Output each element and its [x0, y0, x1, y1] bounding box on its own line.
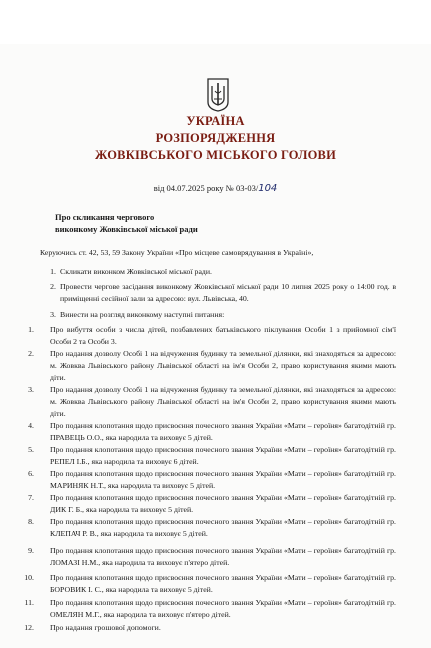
legal-basis: Керуючись ст. 42, 53, 59 Закону України «Про місцеве самоврядування в Україні», — [40, 248, 314, 257]
items-item-text: Провести чергове засідання виконкому Жовківської міської ради 10 липня 2025 року о 14:00 год. в приміщенні сесійної зали за адресою: вул. Львівська, 40. — [60, 282, 396, 304]
agenda-item-text: Про подання клопотання щодо присвоєння почесного звання України «Мати – героїня» багатодітній гр. БОРОВИК І. С., яка народила та виховує 5 дітей. — [50, 573, 396, 595]
date-number: від 04.07.2025 року № 03-03/ — [153, 183, 259, 193]
items-item-text: Винести на розгляд виконкому наступні питання: — [60, 310, 225, 319]
agenda-item-text: Про подання клопотання щодо присвоєння почесного звання України «Мати – героїня» багатодітній гр. ДИК Г. Б., яка народила та виховує 5 дітей. — [50, 493, 396, 515]
agenda-item-number: 11. — [24, 598, 34, 607]
agenda-item-text: Про надання дозволу Особі 1 на відчуження будинку та земельної ділянки, які знаходяться за адресою: м. Жовква Львівського району Львівської області на ім'я Особи 2, право користування якими мають діти. — [50, 385, 396, 419]
agenda-item-number: 1. — [28, 325, 34, 334]
agenda-item-text: Про вибуття особи з числа дітей, позбавлених батьківського піклування Особи 1 з прийомної сім'ї Особи 2 та Особи 3. — [50, 325, 396, 347]
document-type-heading: РОЗПОРЯДЖЕННЯ — [155, 131, 276, 145]
agenda-item-number: 4. — [28, 421, 34, 430]
agenda-item-number: 3. — [28, 385, 34, 394]
agenda-item-text: Про подання клопотання щодо присвоєння почесного звання України «Мати – героїня» багатодітній гр. ЛОМАЗІ Н.М., яка народила та виховує п'ятеро дітей. — [50, 546, 396, 568]
agenda-item-text: Про подання клопотання щодо присвоєння почесного звання України «Мати – героїня» багатодітній гр. КЛЕПАЧ Р. В., яка народила та виховує 5 дітей. — [50, 517, 396, 539]
agenda-item-text: Про подання клопотання щодо присвоєння почесного звання України «Мати – героїня» багатодітній гр. РЕПЕЛ І.Б., яка народила та виховує 6 дітей. — [50, 445, 396, 467]
agenda-item-text: Про подання клопотання щодо присвоєння почесного звання України «Мати – героїня» багатодітній гр. ПРАВЕЦЬ О.О., яка народила та виховує 5 дітей. — [50, 421, 396, 443]
items-item-number: 2. — [50, 282, 56, 291]
subject-block — [55, 211, 198, 235]
handwritten-number: 104 — [258, 183, 278, 194]
top-margin — [0, 0, 431, 44]
subject-line-2: виконкому Жовківської міської ради — [55, 224, 198, 234]
agenda-item-number: 5. — [28, 445, 34, 454]
agenda-item-number: 7. — [28, 493, 34, 502]
agenda-item-text: Про подання клопотання щодо присвоєння почесного звання України «Мати – героїня» багатодітній гр. МАРИНЯК Н.Т., яка народила та виховує 5 дітей. — [50, 469, 396, 491]
items-item-number: 1. — [50, 267, 56, 276]
agenda-item-number: 6. — [28, 469, 34, 478]
agenda-item-number: 12. — [24, 623, 34, 632]
agenda-item-text: Про подання клопотання щодо присвоєння почесного звання України «Мати – героїня» багатодітній гр. ОМЕЛЯН М.Г., яка народила та виховує п'ятеро дітей. — [50, 598, 396, 620]
agenda-item-text: Про надання грошової допомоги. — [50, 623, 161, 632]
items-item-text: Скликати виконком Жовківської міської ради. — [60, 267, 213, 276]
items-item-number: 3. — [50, 310, 56, 319]
country-heading: УКРАЇНА — [186, 114, 245, 128]
agenda-item-number: 9. — [28, 546, 34, 555]
agenda-item-text: Про надання дозволу Особі 1 на відчуження будинку та земельної ділянки, які знаходяться за адресою: м. Жовква Львівського району Львівської області на ім'я Особи 2, право користування якими мають діти. — [50, 349, 396, 383]
agenda-item-number: 8. — [28, 517, 34, 526]
trident-emblem-icon — [206, 78, 230, 112]
issuer-heading: ЖОВКІВСЬКОГО МІСЬКОГО ГОЛОВИ — [95, 148, 336, 162]
subject-line-1: Про скликання чергового — [55, 212, 155, 222]
date-line — [0, 183, 431, 194]
agenda-item-number: 10. — [24, 573, 34, 582]
agenda-item-number: 2. — [28, 349, 34, 358]
